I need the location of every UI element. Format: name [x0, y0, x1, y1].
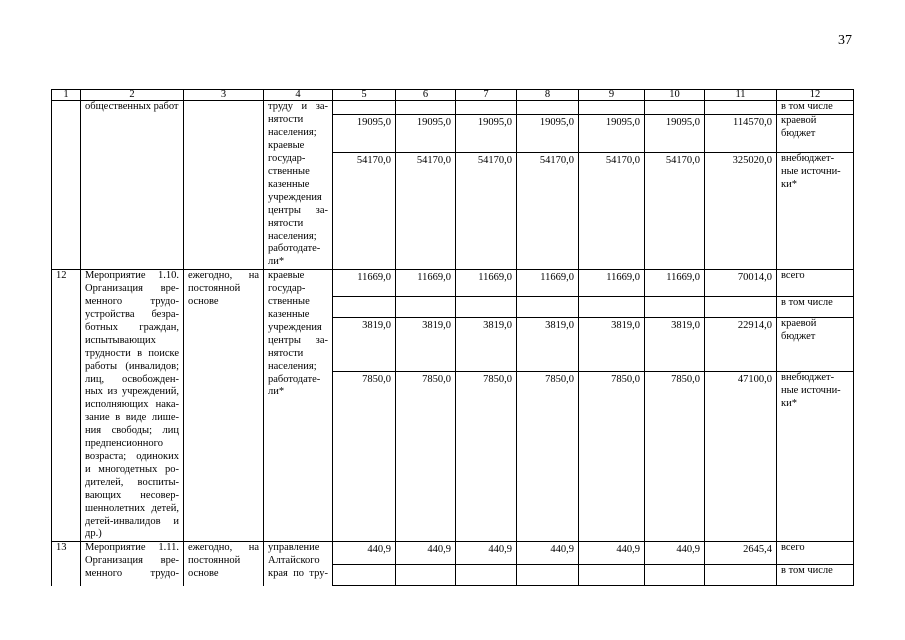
page-number: 37 [838, 33, 852, 48]
funding-source: всего [777, 542, 854, 565]
value-cell: 440,9 [396, 542, 456, 565]
value-cell [579, 565, 645, 586]
period: ежегодно, на постоянной основе [184, 270, 264, 542]
value-cell: 19095,0 [579, 114, 645, 152]
executor: управление Алтайского края по тру- [264, 542, 333, 586]
value-cell: 3819,0 [517, 318, 579, 372]
value-cell: 2645,4 [705, 542, 777, 565]
table-row [52, 270, 854, 296]
col-header: 1 [52, 90, 81, 101]
value-cell: 19095,0 [396, 114, 456, 152]
executor: труду и за- [264, 101, 333, 115]
value-cell: 7850,0 [456, 372, 517, 542]
funding-source: в том числе [777, 565, 854, 586]
col-header: 7 [456, 90, 517, 101]
value-cell: 440,9 [456, 542, 517, 565]
value-cell: 325020,0 [705, 152, 777, 269]
executor: краевые государ- ственные казенные учреждения центры за- нятости населения; работодате- ли* [264, 270, 333, 542]
value-cell [456, 565, 517, 586]
value-cell: 11669,0 [579, 270, 645, 296]
value-cell [333, 101, 396, 115]
value-cell: 440,9 [333, 542, 396, 565]
value-cell [705, 565, 777, 586]
funding-source: краевой бюджет [777, 318, 854, 372]
col-header: 8 [517, 90, 579, 101]
value-cell: 11669,0 [645, 270, 705, 296]
value-cell [579, 296, 645, 317]
program-table [51, 89, 854, 586]
value-cell [517, 101, 579, 115]
row-number [52, 101, 81, 270]
value-cell: 54170,0 [333, 152, 396, 269]
value-cell: 7850,0 [517, 372, 579, 542]
value-cell [705, 296, 777, 317]
value-cell [396, 101, 456, 115]
value-cell [456, 101, 517, 115]
value-cell [333, 296, 396, 317]
value-cell: 19095,0 [333, 114, 396, 152]
col-header: 2 [81, 90, 184, 101]
value-cell [517, 296, 579, 317]
value-cell: 3819,0 [645, 318, 705, 372]
value-cell: 54170,0 [645, 152, 705, 269]
value-cell: 11669,0 [517, 270, 579, 296]
value-cell: 11669,0 [333, 270, 396, 296]
col-header: 5 [333, 90, 396, 101]
funding-source: внебюджет- ные источни- ки* [777, 372, 854, 542]
col-header: 9 [579, 90, 645, 101]
col-header: 3 [184, 90, 264, 101]
executor: нятости населения; краевые государ- ственные казенные учреждения центры за- нятости населения; работодате- ли* [264, 114, 333, 269]
funding-source: внебюджет- ные источни- ки* [777, 152, 854, 269]
funding-source: в том числе [777, 296, 854, 317]
value-cell: 7850,0 [579, 372, 645, 542]
table-row [52, 542, 854, 565]
value-cell [645, 296, 705, 317]
period [184, 101, 264, 270]
value-cell: 70014,0 [705, 270, 777, 296]
value-cell [705, 101, 777, 115]
value-cell [517, 565, 579, 586]
value-cell [645, 565, 705, 586]
funding-source: всего [777, 270, 854, 296]
value-cell: 19095,0 [645, 114, 705, 152]
value-cell [396, 296, 456, 317]
row-number: 12 [52, 270, 81, 542]
value-cell: 440,9 [579, 542, 645, 565]
value-cell: 19095,0 [517, 114, 579, 152]
value-cell [396, 565, 456, 586]
col-header: 12 [777, 90, 854, 101]
value-cell: 11669,0 [456, 270, 517, 296]
col-header: 4 [264, 90, 333, 101]
col-header: 10 [645, 90, 705, 101]
value-cell: 7850,0 [333, 372, 396, 542]
value-cell [456, 296, 517, 317]
funding-source: краевой бюджет [777, 114, 854, 152]
col-header: 6 [396, 90, 456, 101]
value-cell: 54170,0 [456, 152, 517, 269]
value-cell: 11669,0 [396, 270, 456, 296]
value-cell: 7850,0 [645, 372, 705, 542]
value-cell: 54170,0 [517, 152, 579, 269]
value-cell: 114570,0 [705, 114, 777, 152]
value-cell: 47100,0 [705, 372, 777, 542]
value-cell: 3819,0 [396, 318, 456, 372]
table-row [52, 101, 854, 115]
value-cell: 3819,0 [333, 318, 396, 372]
value-cell [579, 101, 645, 115]
value-cell: 440,9 [645, 542, 705, 565]
value-cell [333, 565, 396, 586]
value-cell: 19095,0 [456, 114, 517, 152]
value-cell: 440,9 [517, 542, 579, 565]
measure-name: Мероприятие 1.11. Организация вре- менного трудо- [81, 542, 184, 586]
value-cell: 22914,0 [705, 318, 777, 372]
column-number-row [52, 90, 854, 101]
funding-source: в том числе [777, 101, 854, 115]
value-cell: 7850,0 [396, 372, 456, 542]
value-cell: 54170,0 [579, 152, 645, 269]
value-cell [645, 101, 705, 115]
period: ежегодно, на постоянной основе [184, 542, 264, 586]
measure-name: общественных работ [81, 101, 184, 270]
value-cell: 3819,0 [456, 318, 517, 372]
value-cell: 3819,0 [579, 318, 645, 372]
col-header: 11 [705, 90, 777, 101]
measure-name: Мероприятие 1.10. Организация вре- менного трудо- устройства безра- ботных граждан, испытывающих трудности в поиске работы (инвалидов; лиц, освобожден- ных из учреждений, исполняющих нака- зание в виде лише- ния свободы; лиц предпенсионного возраста; одиноких и многодетных ро- дителей, воспиты- вающих несовер- шеннолетних детей, детей-инвалидов и др.) [81, 270, 184, 542]
value-cell: 54170,0 [396, 152, 456, 269]
row-number: 13 [52, 542, 81, 586]
